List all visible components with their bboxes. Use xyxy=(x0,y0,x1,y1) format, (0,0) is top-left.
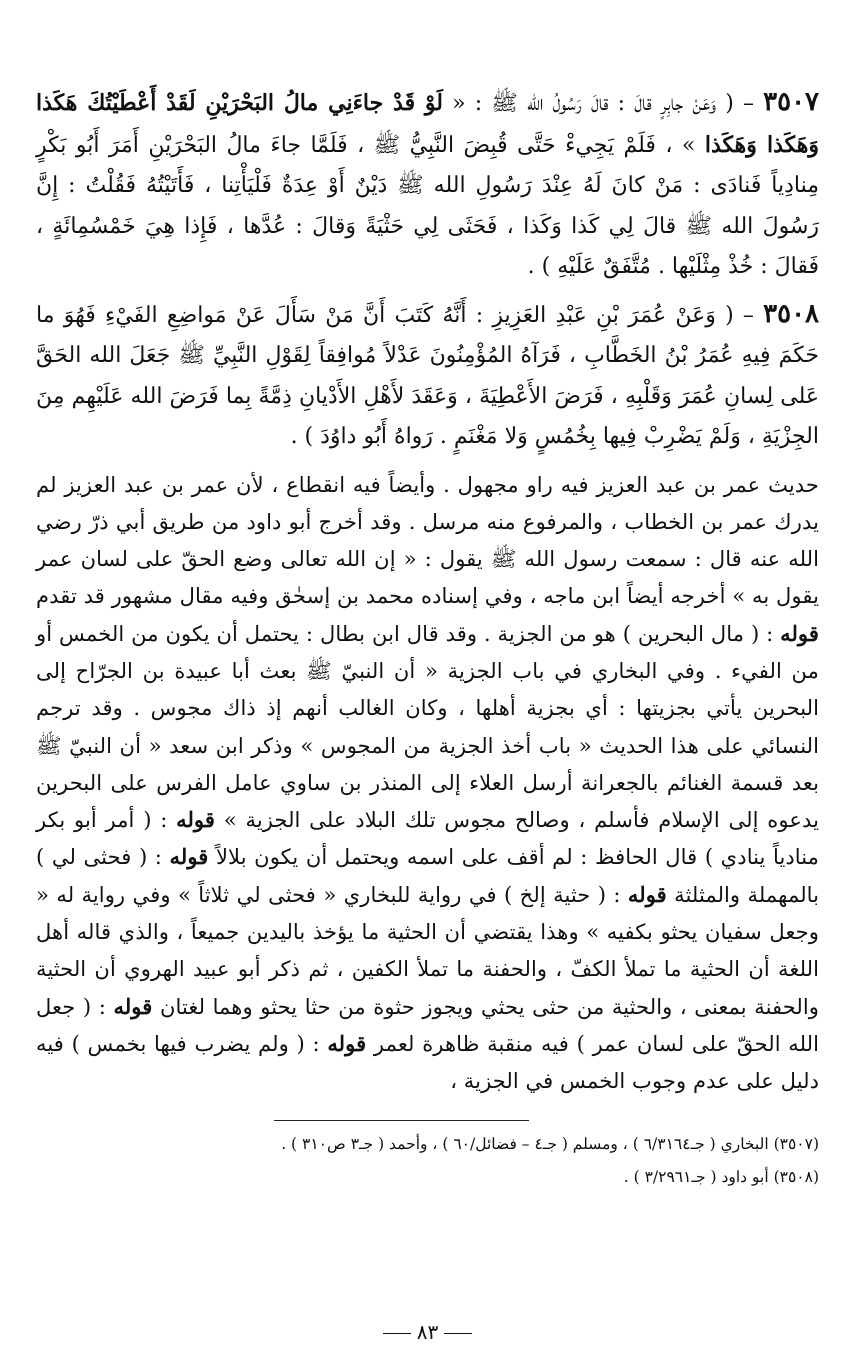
hadith-text: » ، فَلَمْ يَجِيءْ حَتَّى قُبِضَ النَّبِيُّ ﷺ ، فَلَمَّا جاءَ مالُ البَحْرَيْنِ أَمَرَ أَبُو بَكْرٍ مِنادِياً فَنادَى : مَنْ كانَ لَهُ عِنْدَ رَسُولِ الله ﷺ دَيْنٌ أَوْ عِدَةٌ فَلْيَأْتِنا ، فَأَتَيْتُهُ فَقُلْتُ : إِنَّ رَسُولَ الله ﷺ قالَ لِي كَذا وَكَذا ، فَحَثَى لِي حَثْيَةً وَقالَ : عُدَّها ، فَإِذا هِيَ خَمْسُمِائَةٍ ، فَقالَ : خُذْ مِثْلَيْها . مُتَّفَقٌ عَلَيْهِ ) . xyxy=(36,132,819,279)
qawluhu-marker: قوله xyxy=(169,844,209,870)
qawluhu-marker: قوله xyxy=(780,620,819,646)
page-number-text: ٨٣ xyxy=(416,1320,439,1344)
page-number-dash xyxy=(383,1333,411,1334)
hadith-number: ٣٥٠٧ xyxy=(763,87,819,117)
commentary-text: : ( حثية إلخ ) في رواية للبخاري « فحثى لي ثلاثاً » وفي رواية له « وجعل سفيان يحثو بكفيه » وهذا يقتضي أن الحثية ما يؤخذ باليدين جميعاً ، والذي قاله أهل اللغة أن الحثية ما تملأ الكفّ ، والحفنة ما تملأ الكفين ، ثم ذكر أبو عبيد الهروي أن الحثية والحفنة بمعنى ، والحثية من حثى يحثي ويجوز حثوة من حثا يحثو وهما لغتان xyxy=(36,881,819,1019)
page-number-dash xyxy=(444,1333,472,1334)
footnote-3508: (٣٥٠٨) أبو داود ( جـ٣/٢٩٦١ ) . xyxy=(623,1167,819,1186)
hadith-3508 xyxy=(36,294,819,458)
qawluhu-marker: قوله xyxy=(113,993,153,1019)
hadith-opening: – ( وَعَنْ جابِرٍ قالَ : قالَ رَسُولُ الله ﷺ : « xyxy=(442,91,764,116)
commentary-text: : ( أمر أبو بكر منادياً ينادي ) قال الحافظ : لم أقف على اسمه ويحتمل أن يكون بلالاً xyxy=(36,807,819,870)
commentary-paragraph xyxy=(36,466,819,1100)
qawluhu-marker: قوله xyxy=(176,807,215,833)
commentary-text: : ( فحثى لي ) بالمهملة والمثلثة xyxy=(36,844,819,907)
hadith-bold-quote: لَوْ قَدْ جاءَنِي مالُ البَحْرَيْنِ لَقَدْ أَعْطَيْتُكَ هَكَذا وَهَكَذا وَهَكَذا xyxy=(36,90,819,158)
commentary-text: حديث عمر بن عبد العزيز فيه راو مجهول . وأيضاً فيه انقطاع ، لأن عمر بن عبد العزيز لم يدرك عمر بن الخطاب ، والمرفوع منه مرسل . وقد أخرج أبو داود من طريق أبي ذرّ رضي الله عنه قال : سمعت رسول الله ﷺ يقول : « إن الله تعالى وضع الحقّ على لسان عمر يقول به » أخرجه أيضاً ابن ماجه ، وفي إسناده محمد بن إسحٰق وفيه مقال مشهور قد تقدم xyxy=(36,471,819,609)
qawluhu-marker: قوله xyxy=(627,881,667,907)
hadith-3507 xyxy=(36,82,819,288)
qawluhu-marker: قوله xyxy=(327,1030,367,1056)
separator-line xyxy=(274,1120,529,1121)
page-number xyxy=(0,1320,855,1344)
footnote-separator xyxy=(36,1100,819,1121)
hadith-text: – ( وَعَنْ عُمَرَ بْنِ عَبْدِ العَزِيزِ : أَنَّهُ كَتَبَ أَنَّ مَنْ سَأَلَ عَنْ مَواضِعِ الفَيْءِ فَهُوَ ما حَكَمَ فِيهِ عُمَرُ بْنُ الخَطَّابِ ، فَرَآهُ المُؤْمِنُونَ عَدْلاً مُوافِقاً لِقَوْلِ النَّبِيِّ ﷺ جَعَلَ الله الحَقَّ عَلى لِسانِ عُمَرَ وَقَلْبِهِ ، فَرَضَ الأَعْطِيَةَ ، وَعَقَدَ لأَهْلِ الأَدْيانِ ذِمَّةً بِما فَرَضَ الله عَلَيْهِم مِنَ الجِزْيَةِ ، وَلَمْ يَضْرِبْ فِيها بِخُمُسٍ وَلا مَغْنَمٍ . رَواهُ أَبُو داوُدَ ) . xyxy=(36,302,819,449)
commentary-text: : ( ولم يضرب فيها بخمس ) فيه دليل على عدم وجوب الخمس في الجزية ، xyxy=(36,1030,819,1094)
footnote-3507: (٣٥٠٧) البخاري ( جـ٦/٣١٦٤ ) ، ومسلم ( جـ٤ – فضائل/٦٠ ) ، وأحمد ( جـ٣ ص٣١٠ ) . xyxy=(281,1134,819,1153)
commentary-text: : ( جعل الله الحقّ على لسان عمر ) فيه منقبة ظاهرة لعمر xyxy=(36,993,819,1056)
hadith-number: ٣٥٠٨ xyxy=(763,298,819,329)
commentary-text: : ( مال البحرين ) هو من الجزية . وقد قال ابن بطال : يحتمل أن يكون من الخمس أو من الفيء . وفي البخاري في باب الجزية « أن النبيّ ﷺ بعث أبا عبيدة بن الجرّاح إلى البحرين يأتي بجزيتها : أي بجزية أهلها ، وكان الغالب أنهم إذ ذاك مجوس . وقد ترجم النسائي على هذا الحديث « باب أخذ الجزية من المجوس » وذكر ابن سعد « أن النبيّ ﷺ بعد قسمة الغنائم بالجعرانة أرسل العلاء إلى المنذر بن ساوي عامل الفرس على البحرين يدعوه إلى الإسلام فأسلم ، وصالح مجوس تلك البلاد على الجزية » xyxy=(36,620,819,833)
